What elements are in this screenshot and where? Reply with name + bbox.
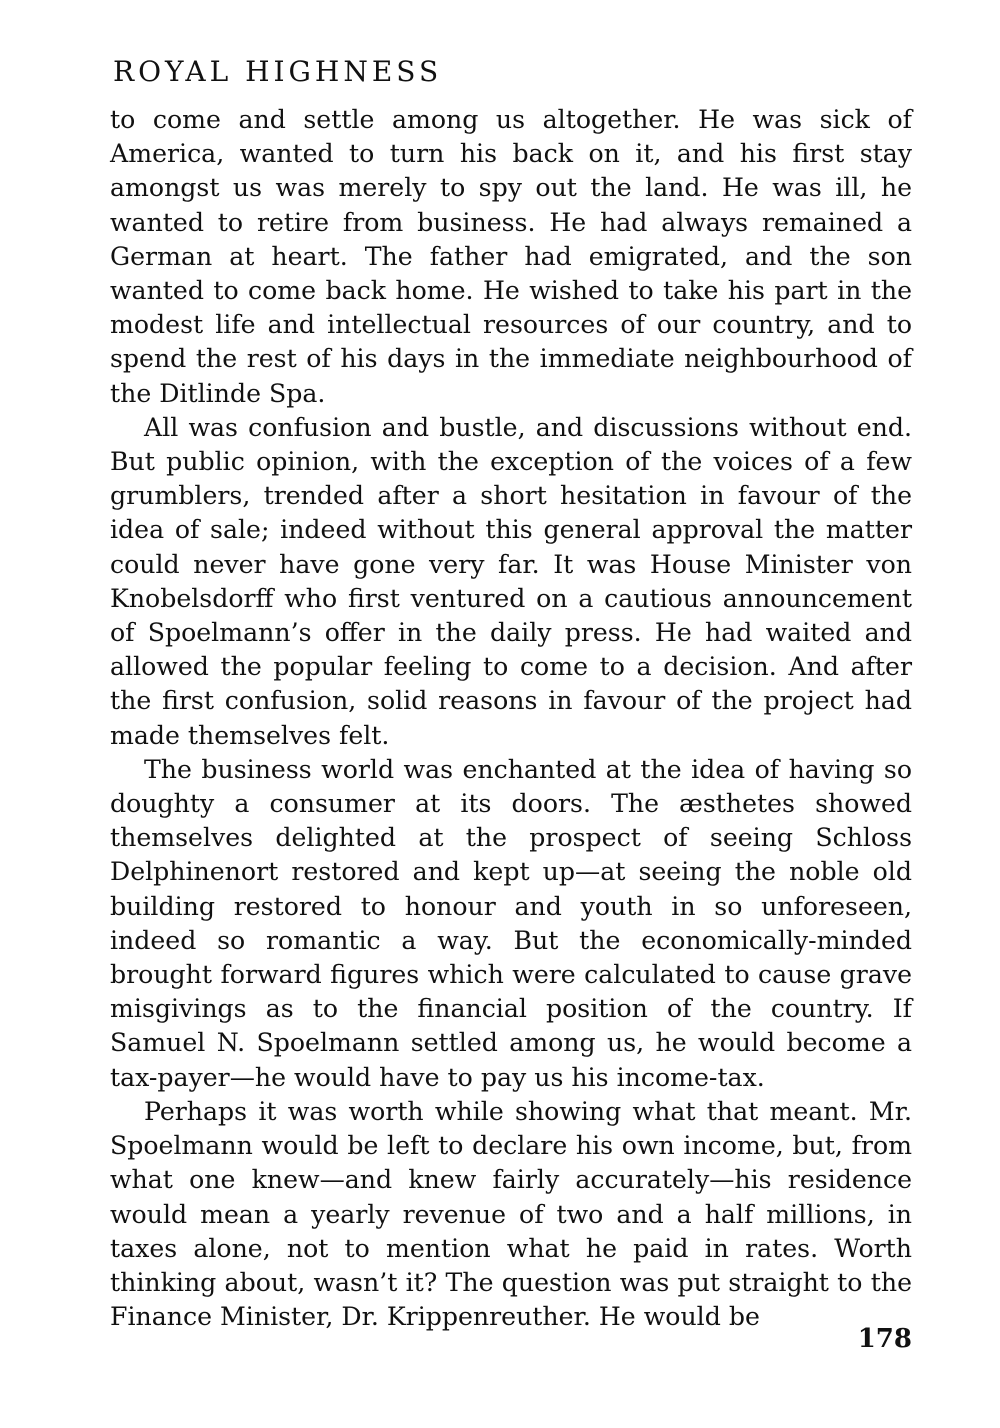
running-title: ROYAL HIGHNESS: [113, 55, 443, 88]
paragraph-3: The business world was enchanted at the idea of having so doughty a consumer at its doors. The æsthetes showed themselves delighted at the prospect of seeing Schloss Delphinenort restored and kept up—at seeing the noble old building restored to honour and youth in so unforeseen, indeed so romantic a way. But the economically-minded brought forward figures which were calculated to cause grave misgivings as to the financial position of the country. If Samuel N. Spoelmann settled among us, he would become a tax-payer—he would have to pay us his income-tax.: [110, 754, 912, 1092]
body-text: [110, 103, 912, 1334]
paragraph-1: to come and settle among us altogether. He was sick of America, wanted to turn his back on it, and his first stay amongst us was merely to spy out the land. He was ill, he wanted to retire from business. He had always remained a German at heart. The father had emigrated, and the son wanted to come back home. He wished to take his part in the modest life and intellectual resources of our country, and to spend the rest of his days in the immediate neighbourhood of the Ditlinde Spa.: [110, 105, 912, 408]
paragraph-4: Perhaps it was worth while showing what that meant. Mr. Spoelmann would be left to declare his own income, but, from what one knew—and knew fairly accurately—his residence would mean a yearly revenue of two and a half millions, in taxes alone, not to mention what he paid in rates. Worth thinking about, wasn’t it? The question was put straight to the Finance Minister, Dr. Krippenreuther. He would be: [110, 1096, 912, 1332]
paragraph-2: All was confusion and bustle, and discussions without end. But public opinion, with the exception of the voices of a few grumblers, trended after a short hesitation in favour of the idea of sale; indeed without this general approval the matter could never have gone very far. It was House Minister von Knobelsdorff who first ventured on a cautious announcement of Spoelmann’s offer in the daily press. He had waited and allowed the popular feeling to come to a decision. And after the first confusion, solid reasons in favour of the project had made themselves felt.: [110, 412, 912, 750]
page-number: 178: [857, 1324, 912, 1354]
